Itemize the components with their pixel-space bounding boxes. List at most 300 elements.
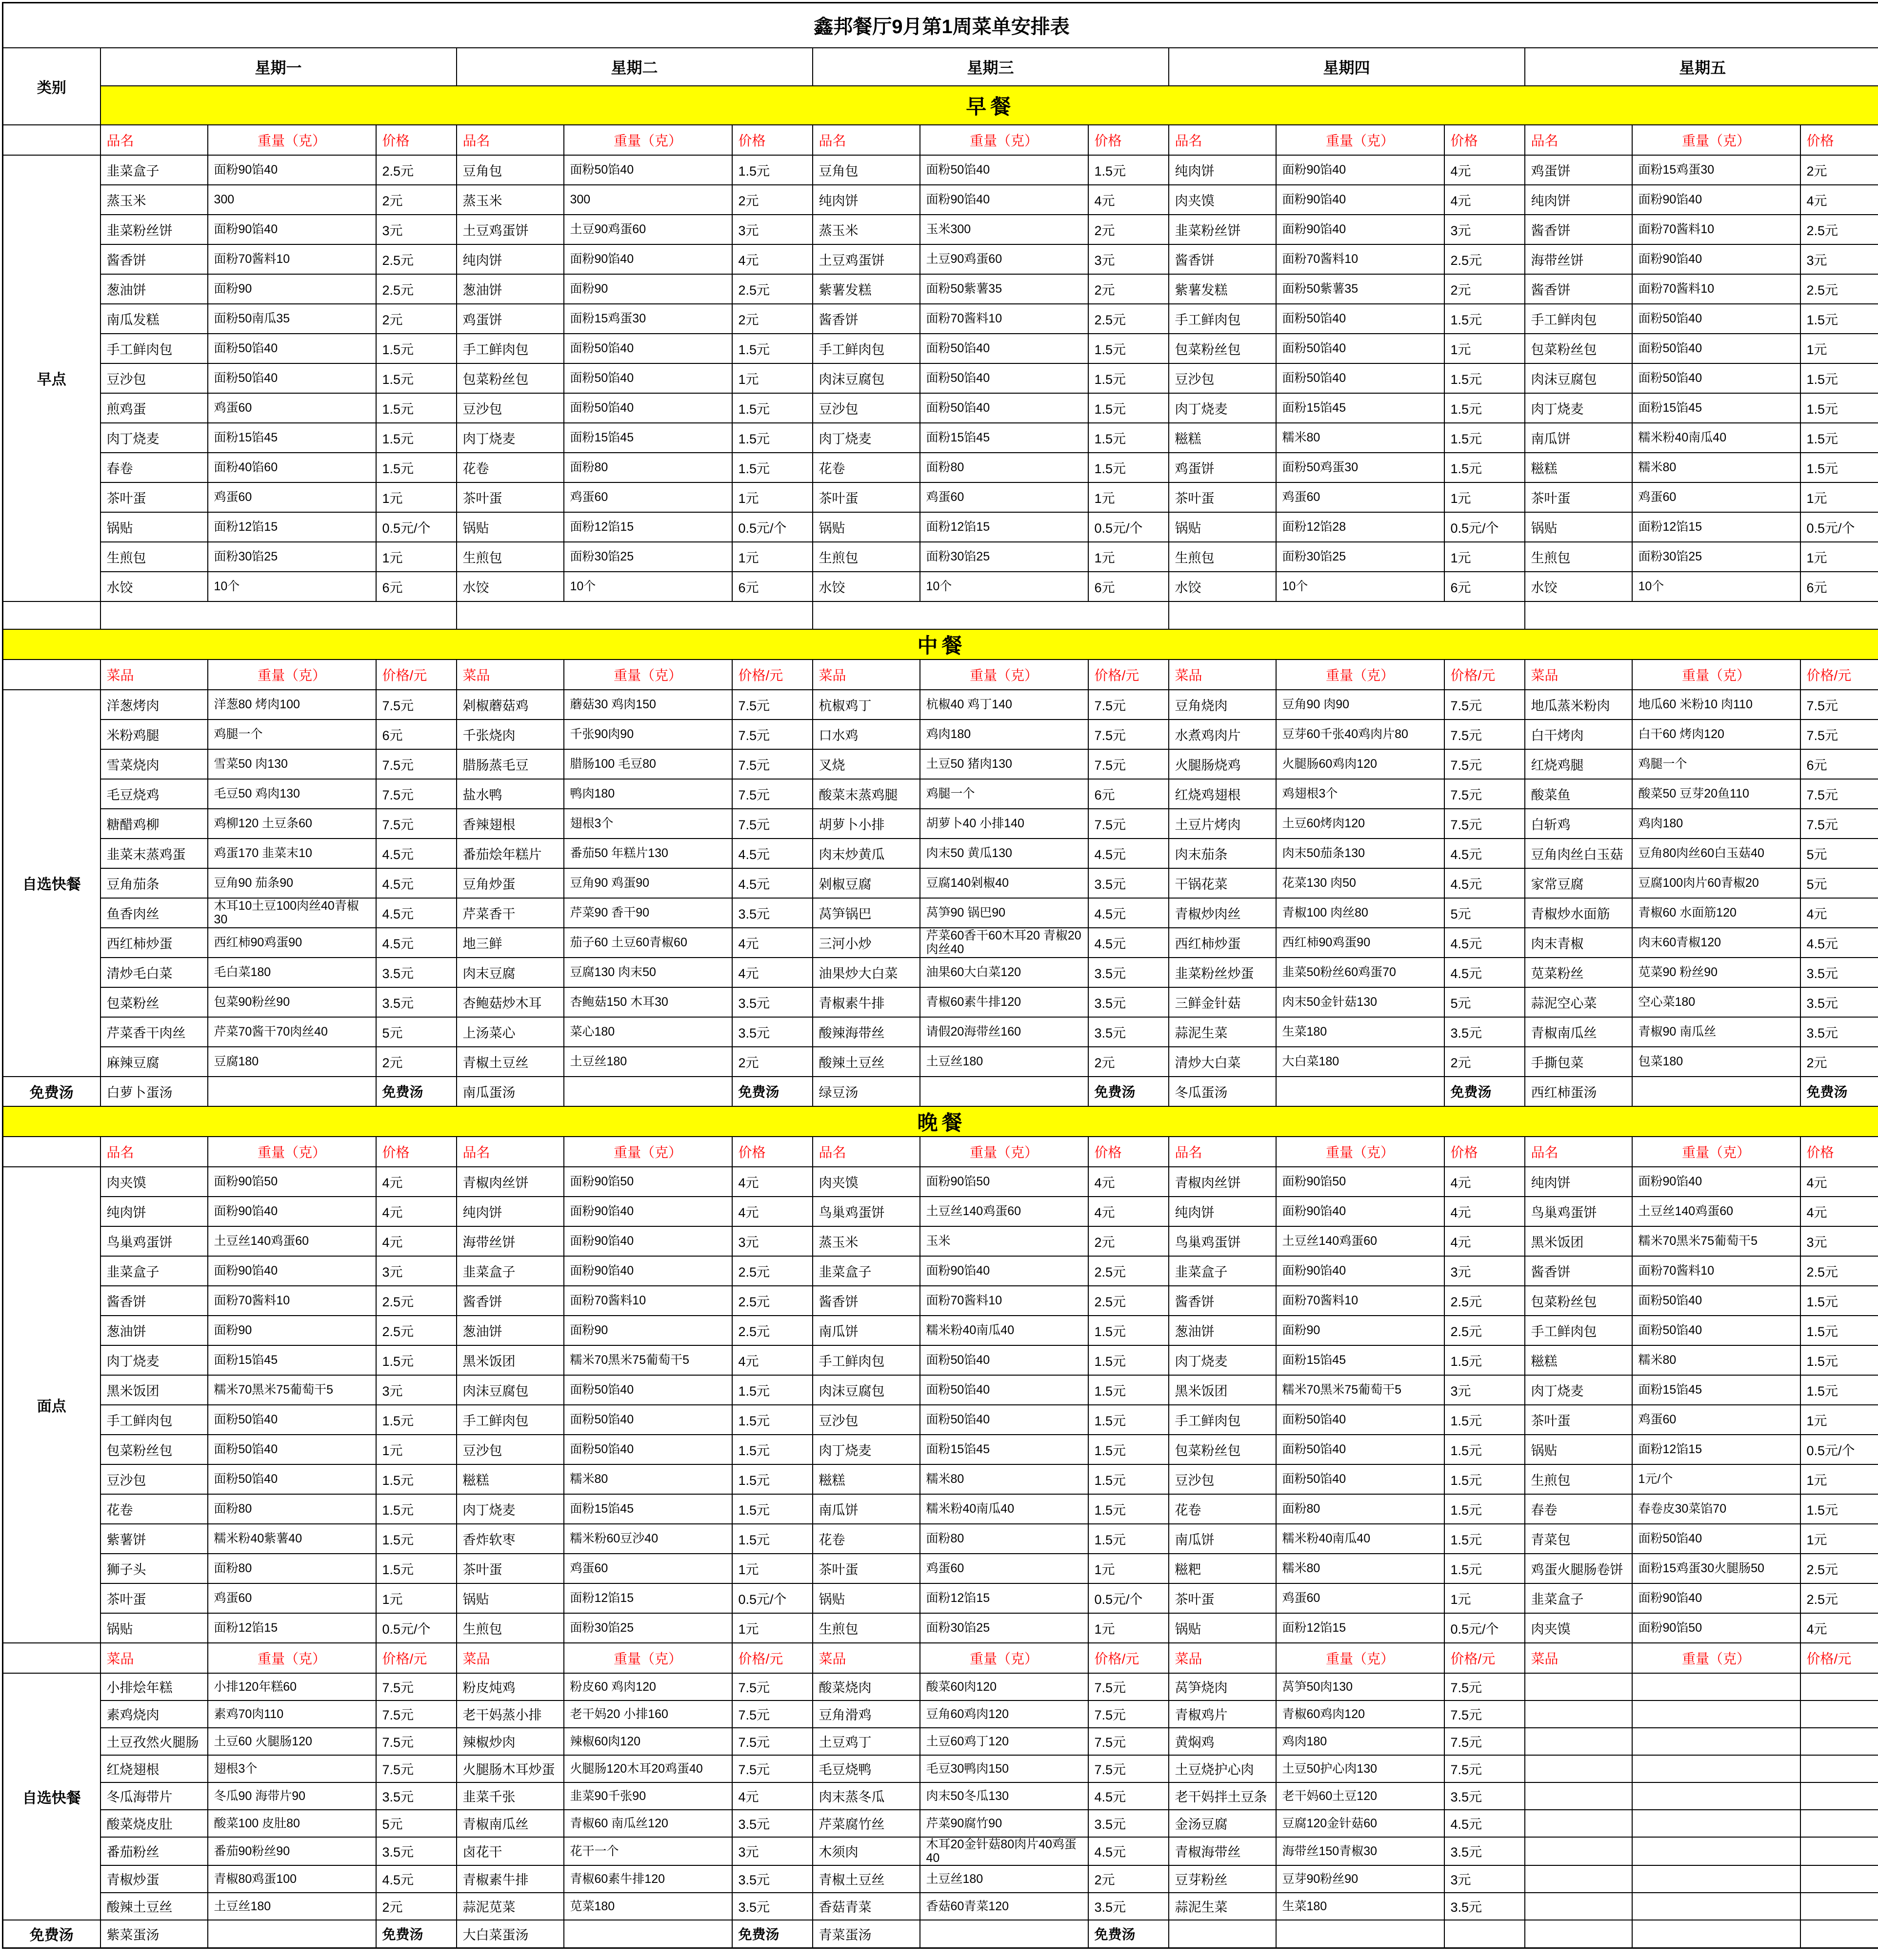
dish-price-cell: 1.5元 xyxy=(1444,1524,1525,1554)
day-header-2: 星期二 xyxy=(457,48,813,86)
dish-name-cell: 土豆鸡丁 xyxy=(813,1728,920,1755)
dish-name-cell: 糍糕 xyxy=(813,1464,920,1494)
dish-name-cell: 酱香饼 xyxy=(100,1286,208,1316)
dish-price-cell: 7.5元 xyxy=(1088,1673,1169,1700)
col-header-weight: 重量（克） xyxy=(208,660,376,690)
dish-price-cell: 3元 xyxy=(1444,1375,1525,1405)
dish-name-cell: 肉丁烧麦 xyxy=(100,1345,208,1375)
dish-weight-cell: 花菜130 肉50 xyxy=(1276,868,1444,898)
dish-weight-cell: 面粉50馅40 xyxy=(1276,1405,1444,1435)
dish-weight-cell: 青椒60 南瓜丝120 xyxy=(564,1810,732,1837)
col-header-price: 价格/元 xyxy=(1088,660,1169,690)
dish-name-cell: 茶叶蛋 xyxy=(813,482,920,512)
dish-name-cell: 青椒炒蛋 xyxy=(100,1865,208,1893)
dish-weight-cell: 糯米80 xyxy=(1276,1554,1444,1583)
dish-price-cell xyxy=(1800,1728,1878,1755)
col-header-price: 价格/元 xyxy=(376,660,457,690)
dish-name-cell: 茶叶蛋 xyxy=(457,1554,564,1583)
dish-price-cell: 4元 xyxy=(1800,1167,1878,1197)
dish-name-cell: 肉丁烧麦 xyxy=(1525,1375,1632,1405)
dish-price-cell: 4元 xyxy=(376,1197,457,1226)
dish-price-cell: 3.5元 xyxy=(1800,1017,1878,1047)
dish-weight-cell: 土豆50 猪肉130 xyxy=(920,749,1088,779)
dish-weight-cell: 土豆丝180 xyxy=(564,1047,732,1077)
col-header-price: 价格/元 xyxy=(1800,660,1878,690)
dish-price-cell: 7.5元 xyxy=(1444,779,1525,809)
dish-price-cell: 4元 xyxy=(732,928,813,958)
dish-price-cell: 1元 xyxy=(1444,542,1525,572)
dish-name-cell: 老干妈蒸小排 xyxy=(457,1700,564,1728)
dish-weight-cell: 面粉50鸡蛋30 xyxy=(1276,453,1444,482)
dish-weight-cell: 面粉50馅40 xyxy=(1632,1316,1800,1345)
dish-weight-cell: 包菜90粉丝90 xyxy=(208,987,376,1017)
dish-price-cell: 4.5元 xyxy=(1444,868,1525,898)
dish-price-cell: 4元 xyxy=(732,244,813,274)
dish-price-cell: 0.5元/个 xyxy=(1444,1613,1525,1643)
dish-weight-cell: 肉末50茄条130 xyxy=(1276,839,1444,868)
dish-weight-cell: 10个 xyxy=(1276,572,1444,601)
dish-weight-cell: 面粉12馅15 xyxy=(920,512,1088,542)
dish-name-cell: 锅贴 xyxy=(813,512,920,542)
dish-price-cell: 1.5元 xyxy=(732,1435,813,1464)
dish-price-cell: 1.5元 xyxy=(1800,453,1878,482)
dish-weight-cell: 面粉90馅50 xyxy=(1632,1613,1800,1643)
dish-weight-cell: 豆腐120金针菇60 xyxy=(1276,1810,1444,1837)
dish-name-cell: 花卷 xyxy=(813,453,920,482)
dish-name-cell: 青椒土豆丝 xyxy=(457,1047,564,1077)
dish-price-cell: 3.5元 xyxy=(1088,1017,1169,1047)
dish-weight-cell: 面粉50馅40 xyxy=(564,155,732,185)
dish-name-cell: 青椒土豆丝 xyxy=(813,1865,920,1893)
soup-weight-cell xyxy=(1632,1077,1800,1106)
dish-price-cell: 7.5元 xyxy=(1088,1728,1169,1755)
dish-name-cell: 小排烩年糕 xyxy=(100,1673,208,1700)
col-header-weight: 重量（克） xyxy=(564,1643,732,1673)
dish-price-cell: 5元 xyxy=(1444,898,1525,928)
col-header-price: 价格 xyxy=(1444,125,1525,155)
dish-weight-cell: 素鸡70肉110 xyxy=(208,1700,376,1728)
dish-weight-cell: 面粉70酱料10 xyxy=(1632,274,1800,304)
dish-price-cell: 1.5元 xyxy=(1444,1345,1525,1375)
dish-weight-cell: 芹菜90 香干90 xyxy=(564,898,732,928)
dish-name-cell: 茶叶蛋 xyxy=(1169,1583,1276,1613)
dish-price-cell: 1.5元 xyxy=(1088,1375,1169,1405)
dish-weight-cell: 面粉12馅28 xyxy=(1276,512,1444,542)
dish-weight-cell: 花干一个 xyxy=(564,1837,732,1865)
dish-name-cell: 盐水鸭 xyxy=(457,779,564,809)
dish-weight-cell: 豆腐130 肉末50 xyxy=(564,958,732,987)
dish-weight-cell: 面粉70酱料10 xyxy=(920,1286,1088,1316)
dish-price-cell: 2元 xyxy=(1088,1865,1169,1893)
dish-weight-cell: 鸡蛋60 xyxy=(1632,1405,1800,1435)
col-header-weight: 重量（克） xyxy=(1632,125,1800,155)
dish-name-cell: 生煎包 xyxy=(457,1613,564,1643)
dish-name-cell: 春卷 xyxy=(1525,1494,1632,1524)
dish-weight-cell: 面粉90 xyxy=(564,1316,732,1345)
dish-name-cell: 青椒炒肉丝 xyxy=(1169,898,1276,928)
dish-weight-cell: 海带丝150青椒30 xyxy=(1276,1837,1444,1865)
dish-price-cell: 1.5元 xyxy=(732,1524,813,1554)
col-header-weight: 重量（克） xyxy=(564,660,732,690)
dish-price-cell: 1.5元 xyxy=(1800,1286,1878,1316)
dish-price-cell: 2.5元 xyxy=(1088,304,1169,334)
dish-weight-cell: 面粉50馅40 xyxy=(208,1464,376,1494)
dish-weight-cell: 10个 xyxy=(564,572,732,601)
dish-weight-cell: 辣椒60肉120 xyxy=(564,1728,732,1755)
dish-name-cell: 锅贴 xyxy=(100,1613,208,1643)
col-header-weight: 重量（克） xyxy=(1632,660,1800,690)
dish-weight-cell: 面粉50馅40 xyxy=(564,334,732,363)
dish-name-cell xyxy=(1525,1728,1632,1755)
subheader-spacer xyxy=(3,125,100,155)
dish-weight-cell: 鸡蛋60 xyxy=(564,482,732,512)
dish-name-cell: 茶叶蛋 xyxy=(813,1554,920,1583)
col-header-weight: 重量（克） xyxy=(920,125,1088,155)
dish-price-cell: 3元 xyxy=(376,215,457,244)
dish-name-cell: 蒜泥空心菜 xyxy=(1525,987,1632,1017)
dish-price-cell: 1.5元 xyxy=(732,453,813,482)
dish-weight-cell: 面粉15鸡蛋30火腿肠50 xyxy=(1632,1554,1800,1583)
col-header-name: 菜品 xyxy=(100,1643,208,1673)
dish-weight-cell: 春卷皮30菜馅70 xyxy=(1632,1494,1800,1524)
dish-name-cell: 番茄烩年糕片 xyxy=(457,839,564,868)
dish-weight-cell: 面粉15馅45 xyxy=(920,423,1088,453)
dish-price-cell: 4.5元 xyxy=(1444,928,1525,958)
dish-name-cell: 红烧鸡腿 xyxy=(1525,749,1632,779)
dish-price-cell: 2元 xyxy=(376,304,457,334)
dish-price-cell: 2.5元 xyxy=(1800,1554,1878,1583)
dish-price-cell: 0.5元/个 xyxy=(376,1613,457,1643)
dish-name-cell: 酱香饼 xyxy=(813,304,920,334)
dish-weight-cell: 空心菜180 xyxy=(1632,987,1800,1017)
dish-price-cell: 5元 xyxy=(376,1810,457,1837)
dish-price-cell: 1.5元 xyxy=(732,1494,813,1524)
dish-price-cell: 2元 xyxy=(1444,274,1525,304)
dish-name-cell: 包菜粉丝 xyxy=(100,987,208,1017)
dish-price-cell: 7.5元 xyxy=(1800,690,1878,720)
dish-price-cell: 7.5元 xyxy=(1088,720,1169,749)
dish-name-cell: 南瓜饼 xyxy=(1169,1524,1276,1554)
dish-price-cell: 7.5元 xyxy=(1800,809,1878,839)
dish-weight-cell: 土豆60烤肉120 xyxy=(1276,809,1444,839)
dish-weight-cell: 土豆丝180 xyxy=(920,1047,1088,1077)
dish-price-cell: 1.5元 xyxy=(1088,1524,1169,1554)
dish-name-cell: 水饺 xyxy=(1169,572,1276,601)
dish-name-cell: 白干烤肉 xyxy=(1525,720,1632,749)
weekly-menu-table xyxy=(2,2,1878,1949)
day-header-1: 星期一 xyxy=(100,48,457,86)
dish-price-cell: 1.5元 xyxy=(1800,304,1878,334)
dish-weight-cell: 土豆60鸡丁120 xyxy=(920,1728,1088,1755)
dish-weight-cell: 木耳20金针菇80肉片40鸡蛋40 xyxy=(920,1837,1088,1865)
dish-price-cell: 4.5元 xyxy=(376,839,457,868)
dish-price-cell: 0.5元/个 xyxy=(1800,1435,1878,1464)
dish-name-cell: 花卷 xyxy=(1169,1494,1276,1524)
dish-price-cell: 1.5元 xyxy=(1088,1345,1169,1375)
dish-price-cell: 1.5元 xyxy=(1444,363,1525,393)
dish-name-cell: 手工鲜肉包 xyxy=(1525,304,1632,334)
dish-name-cell: 糍糕 xyxy=(1169,423,1276,453)
dish-name-cell: 生煎包 xyxy=(813,1613,920,1643)
dish-price-cell: 3元 xyxy=(1444,1256,1525,1286)
dish-price-cell: 3.5元 xyxy=(1444,1837,1525,1865)
dish-price-cell: 3元 xyxy=(1800,244,1878,274)
dish-price-cell xyxy=(1800,1700,1878,1728)
dish-price-cell: 4.5元 xyxy=(376,1865,457,1893)
dish-name-cell: 手工鲜肉包 xyxy=(457,1405,564,1435)
dish-price-cell: 2元 xyxy=(1800,155,1878,185)
dish-price-cell: 6元 xyxy=(376,720,457,749)
dish-name-cell: 西红柿炒蛋 xyxy=(100,928,208,958)
dish-price-cell: 1.5元 xyxy=(732,1464,813,1494)
dish-price-cell: 7.5元 xyxy=(1444,749,1525,779)
dish-price-cell: 1.5元 xyxy=(732,155,813,185)
dish-name-cell: 锅贴 xyxy=(457,512,564,542)
dish-name-cell: 锅贴 xyxy=(1525,512,1632,542)
dish-name-cell: 豆角烧肉 xyxy=(1169,690,1276,720)
dish-price-cell: 4元 xyxy=(1088,1167,1169,1197)
dish-price-cell: 7.5元 xyxy=(1444,720,1525,749)
dish-price-cell xyxy=(1800,1865,1878,1893)
col-header-name: 菜品 xyxy=(100,660,208,690)
section-band-breakfast: 早餐 xyxy=(100,86,1878,125)
dish-name-cell: 清炒大白菜 xyxy=(1169,1047,1276,1077)
dish-price-cell: 4.5元 xyxy=(1088,839,1169,868)
dish-name-cell: 土豆鸡蛋饼 xyxy=(813,244,920,274)
dish-price-cell: 7.5元 xyxy=(732,809,813,839)
dish-weight-cell: 面粉50馅40 xyxy=(1632,334,1800,363)
dish-price-cell: 3元 xyxy=(1444,215,1525,244)
dish-weight-cell: 面粉50馅40 xyxy=(1276,304,1444,334)
dish-weight-cell: 面粉12馅15 xyxy=(564,512,732,542)
dish-price-cell: 3.5元 xyxy=(1800,958,1878,987)
dish-price-cell: 7.5元 xyxy=(376,690,457,720)
dish-price-cell: 4元 xyxy=(1800,185,1878,215)
dish-name-cell: 蒜泥生菜 xyxy=(1169,1017,1276,1047)
dish-name-cell: 青菜包 xyxy=(1525,1524,1632,1554)
dish-name-cell: 地瓜蒸米粉肉 xyxy=(1525,690,1632,720)
dish-name-cell: 黄焖鸡 xyxy=(1169,1728,1276,1755)
dish-price-cell: 1.5元 xyxy=(376,423,457,453)
col-header-name: 品名 xyxy=(813,1137,920,1167)
dish-name-cell: 手工鲜肉包 xyxy=(1169,304,1276,334)
dish-price-cell: 1.5元 xyxy=(1444,1494,1525,1524)
dish-weight-cell: 面粉50馅40 xyxy=(920,1375,1088,1405)
dish-price-cell: 1元 xyxy=(376,1435,457,1464)
dish-price-cell: 7.5元 xyxy=(1800,720,1878,749)
dish-name-cell: 韭菜盒子 xyxy=(813,1256,920,1286)
dish-name-cell: 海带丝饼 xyxy=(1525,244,1632,274)
dish-name-cell: 韭菜末蒸鸡蛋 xyxy=(100,839,208,868)
col-header-weight: 重量（克） xyxy=(564,1137,732,1167)
dish-price-cell: 3.5元 xyxy=(1088,987,1169,1017)
dish-name-cell: 肉丁烧麦 xyxy=(100,423,208,453)
dish-price-cell: 1.5元 xyxy=(376,1345,457,1375)
dish-price-cell: 7.5元 xyxy=(1088,1700,1169,1728)
dish-weight-cell: 面粉90馅50 xyxy=(920,1167,1088,1197)
dish-weight-cell: 面粉50馅40 xyxy=(920,393,1088,423)
dish-name-cell: 莴笋锅巴 xyxy=(813,898,920,928)
dish-price-cell: 3.5元 xyxy=(376,958,457,987)
dish-price-cell: 2.5元 xyxy=(376,155,457,185)
dish-name-cell: 毛豆烧鸭 xyxy=(813,1755,920,1782)
dish-weight-cell: 青椒80鸡蛋100 xyxy=(208,1865,376,1893)
dish-name-cell: 黑米饭团 xyxy=(1169,1375,1276,1405)
dish-name-cell xyxy=(1525,1865,1632,1893)
dish-weight-cell: 苋菜90 粉丝90 xyxy=(1632,958,1800,987)
dish-price-cell: 2元 xyxy=(376,185,457,215)
dish-price-cell: 3.5元 xyxy=(732,1865,813,1893)
dish-price-cell: 0.5元/个 xyxy=(732,1583,813,1613)
dish-price-cell: 2.5元 xyxy=(732,1256,813,1286)
dish-weight-cell: 面粉90馅50 xyxy=(208,1167,376,1197)
dish-weight-cell: 土豆丝140鸡蛋60 xyxy=(1276,1226,1444,1256)
dish-name-cell: 生煎包 xyxy=(100,542,208,572)
dish-weight-cell xyxy=(1632,1893,1800,1920)
dish-weight-cell: 鸡蛋60 xyxy=(1632,482,1800,512)
dish-weight-cell: 芹菜90腐竹90 xyxy=(920,1810,1088,1837)
col-header-price: 价格/元 xyxy=(1444,1643,1525,1673)
dish-weight-cell: 面粉50馅40 xyxy=(208,363,376,393)
dish-weight-cell: 酸菜100 皮肚80 xyxy=(208,1810,376,1837)
dish-weight-cell: 肉末50 黄瓜130 xyxy=(920,839,1088,868)
dish-name-cell: 豆角肉丝白玉菇 xyxy=(1525,839,1632,868)
dish-price-cell: 2元 xyxy=(376,1047,457,1077)
dish-price-cell: 4元 xyxy=(1444,1226,1525,1256)
dish-price-cell: 4.5元 xyxy=(1088,1837,1169,1865)
dish-weight-cell: 300 xyxy=(564,185,732,215)
dish-price-cell: 1元 xyxy=(732,542,813,572)
dish-price-cell: 4元 xyxy=(732,1197,813,1226)
dish-name-cell: 包菜粉丝包 xyxy=(1525,334,1632,363)
dish-name-cell: 肉夹馍 xyxy=(813,1167,920,1197)
soup-weight-cell xyxy=(920,1077,1088,1106)
dish-weight-cell: 面粉50南瓜35 xyxy=(208,304,376,334)
dish-price-cell: 1元 xyxy=(1800,542,1878,572)
col-header-name: 品名 xyxy=(100,1137,208,1167)
dish-price-cell: 0.5元/个 xyxy=(1088,1583,1169,1613)
dish-price-cell: 1.5元 xyxy=(1088,1316,1169,1345)
dish-name-cell: 肉末青椒 xyxy=(1525,928,1632,958)
dish-name-cell: 手工鲜肉包 xyxy=(1169,1405,1276,1435)
dish-weight-cell: 鸡翅根3个 xyxy=(1276,779,1444,809)
page-title: 鑫邦餐厅9月第1周菜单安排表 xyxy=(3,3,1878,48)
dish-price-cell: 7.5元 xyxy=(1444,809,1525,839)
dish-price-cell: 7.5元 xyxy=(732,1728,813,1755)
dish-name-cell: 葱油饼 xyxy=(100,1316,208,1345)
dish-price-cell: 7.5元 xyxy=(1444,1700,1525,1728)
dish-weight-cell: 面粉90 xyxy=(208,1316,376,1345)
dish-price-cell: 1.5元 xyxy=(732,334,813,363)
dish-name-cell: 白斩鸡 xyxy=(1525,809,1632,839)
dish-name-cell: 腊肠蒸毛豆 xyxy=(457,749,564,779)
dish-price-cell: 4.5元 xyxy=(1444,1810,1525,1837)
dish-name-cell: 青椒海带丝 xyxy=(1169,1837,1276,1865)
dish-weight-cell: 小排120年糕60 xyxy=(208,1673,376,1700)
dish-name-cell: 包菜粉丝包 xyxy=(1169,1435,1276,1464)
dish-price-cell: 2.5元 xyxy=(1088,1256,1169,1286)
dish-price-cell: 1.5元 xyxy=(376,1554,457,1583)
dish-weight-cell: 土豆丝140鸡蛋60 xyxy=(208,1226,376,1256)
dish-name-cell: 红烧鸡翅根 xyxy=(1169,779,1276,809)
dish-weight-cell: 面粉12馅15 xyxy=(1276,1613,1444,1643)
category-cell-breakfast: 早点 xyxy=(3,155,100,601)
dish-name-cell: 蒸玉米 xyxy=(457,185,564,215)
dish-weight-cell: 豆芽60千张40鸡肉片80 xyxy=(1276,720,1444,749)
dish-weight-cell: 莴笋50肉130 xyxy=(1276,1673,1444,1700)
dish-name-cell: 肉末豆腐 xyxy=(457,958,564,987)
dish-name-cell: 油果炒大白菜 xyxy=(813,958,920,987)
dish-price-cell: 1.5元 xyxy=(1800,1316,1878,1345)
dish-price-cell: 2.5元 xyxy=(1800,1256,1878,1286)
category-cell-free-soup: 免费汤 xyxy=(3,1077,100,1106)
dish-name-cell: 花卷 xyxy=(813,1524,920,1554)
dish-weight-cell: 土豆60 火腿肠120 xyxy=(208,1728,376,1755)
dish-weight-cell: 鸡柳120 土豆条60 xyxy=(208,809,376,839)
dish-price-cell: 1.5元 xyxy=(1800,1375,1878,1405)
dish-name-cell: 肉丁烧麦 xyxy=(813,423,920,453)
dish-name-cell: 葱油饼 xyxy=(1169,1316,1276,1345)
dish-name-cell: 豆角炒蛋 xyxy=(457,868,564,898)
dish-name-cell: 海带丝饼 xyxy=(457,1226,564,1256)
dish-name-cell: 粉皮炖鸡 xyxy=(457,1673,564,1700)
col-header-weight: 重量（克） xyxy=(920,1137,1088,1167)
subheader-spacer xyxy=(3,1137,100,1167)
dish-name-cell: 冬瓜海带片 xyxy=(100,1782,208,1810)
soup-price-cell: 免费汤 xyxy=(376,1920,457,1948)
category-header: 类别 xyxy=(3,48,100,125)
dish-weight-cell: 青椒60素牛排120 xyxy=(564,1865,732,1893)
dish-weight-cell: 面粉40馅60 xyxy=(208,453,376,482)
dish-price-cell: 0.5元/个 xyxy=(1088,512,1169,542)
col-header-price: 价格 xyxy=(1088,1137,1169,1167)
dish-price-cell xyxy=(1800,1755,1878,1782)
dish-name-cell: 豆沙包 xyxy=(1169,363,1276,393)
dish-weight-cell: 10个 xyxy=(1632,572,1800,601)
dish-price-cell: 1.5元 xyxy=(1088,363,1169,393)
dish-name-cell: 茶叶蛋 xyxy=(100,482,208,512)
dish-price-cell: 2.5元 xyxy=(1444,1316,1525,1345)
dish-price-cell: 7.5元 xyxy=(732,749,813,779)
dish-weight-cell: 鸡蛋170 韭菜末10 xyxy=(208,839,376,868)
dish-weight-cell: 土豆丝180 xyxy=(208,1893,376,1920)
dish-weight-cell: 鸡腿一个 xyxy=(208,720,376,749)
dish-weight-cell: 西红柿90鸡蛋90 xyxy=(208,928,376,958)
col-header-weight: 重量（克） xyxy=(1276,1643,1444,1673)
dish-price-cell: 5元 xyxy=(1800,868,1878,898)
dish-name-cell: 紫薯饼 xyxy=(100,1524,208,1554)
dish-name-cell: 地三鲜 xyxy=(457,928,564,958)
dish-weight-cell: 面粉50馅40 xyxy=(564,1435,732,1464)
dish-price-cell: 7.5元 xyxy=(1088,809,1169,839)
dish-price-cell: 3元 xyxy=(1800,1226,1878,1256)
dish-weight-cell: 面粉50馅40 xyxy=(564,1405,732,1435)
col-header-weight: 重量（克） xyxy=(1632,1137,1800,1167)
col-header-name: 菜品 xyxy=(813,660,920,690)
subheader-spacer xyxy=(3,660,100,690)
dish-name-cell: 鸡蛋火腿肠卷饼 xyxy=(1525,1554,1632,1583)
dish-name-cell: 肉丁烧麦 xyxy=(813,1435,920,1464)
dish-name-cell: 酱香饼 xyxy=(1169,1286,1276,1316)
dish-price-cell: 1元 xyxy=(732,363,813,393)
dish-price-cell: 2.5元 xyxy=(732,274,813,304)
dish-price-cell: 2元 xyxy=(1088,274,1169,304)
dish-name-cell: 鱼香肉丝 xyxy=(100,898,208,928)
col-header-weight: 重量（克） xyxy=(208,125,376,155)
dish-price-cell: 7.5元 xyxy=(732,720,813,749)
dish-name-cell: 肉沫豆腐包 xyxy=(1525,363,1632,393)
dish-name-cell: 南瓜发糕 xyxy=(100,304,208,334)
